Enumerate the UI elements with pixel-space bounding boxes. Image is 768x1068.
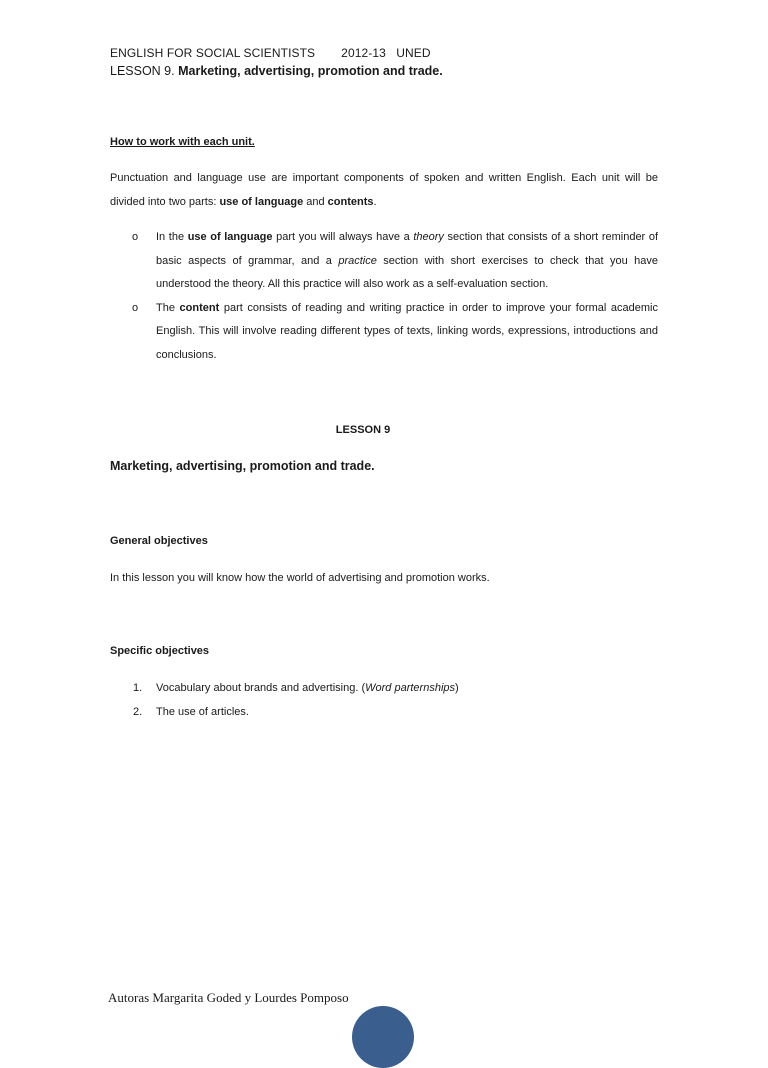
intro-bold-use-of-language: use of language bbox=[219, 196, 304, 208]
item-number: 2. bbox=[133, 706, 143, 718]
bullet1-bold: use of language bbox=[187, 231, 273, 243]
intro-text-end: . bbox=[373, 196, 377, 208]
item-text: The use of articles. bbox=[156, 706, 249, 718]
bullet1-text4: section with short exercises to check that you have understood the theory. All this practice will also work as a self-evaluation section. bbox=[156, 254, 658, 290]
intro-paragraph bbox=[110, 166, 658, 214]
specific-objectives-list bbox=[110, 676, 658, 724]
intro-heading: How to work with each unit. bbox=[110, 136, 255, 148]
bullet1-italic-practice: practice bbox=[338, 254, 377, 267]
lesson-title: Marketing, advertising, promotion and trade. bbox=[110, 459, 375, 473]
footer-authors: Autoras Margarita Goded y Lourdes Pomposo bbox=[108, 990, 349, 1005]
item-text-end: ) bbox=[455, 682, 459, 694]
header-course-line bbox=[110, 46, 431, 60]
item-text: Vocabulary about brands and advertising. ( bbox=[156, 682, 366, 694]
list-item bbox=[110, 297, 658, 368]
bullet1-text3: section that consists of a short reminder of basic aspects of grammar, and a bbox=[156, 231, 659, 267]
header-lesson-prefix: LESSON 9. bbox=[110, 64, 175, 78]
header-lesson-title: Marketing, advertising, promotion and trade. bbox=[178, 64, 443, 78]
page-number-circle bbox=[352, 1006, 414, 1068]
general-objectives-text: In this lesson you will know how the world of advertising and promotion works. bbox=[110, 572, 490, 584]
bullet1-text: In the bbox=[156, 231, 188, 243]
bullet-mark: o bbox=[132, 231, 139, 243]
header-course: ENGLISH FOR SOCIAL SCIENTISTS bbox=[110, 46, 316, 60]
bullet2-bold: content bbox=[179, 301, 220, 314]
intro-bullet-list bbox=[110, 226, 658, 367]
lesson-label: LESSON 9 bbox=[335, 424, 391, 436]
list-item bbox=[110, 676, 658, 700]
bullet1-text2: part you will always have a bbox=[272, 231, 414, 243]
specific-objectives-heading: Specific objectives bbox=[110, 645, 210, 657]
header-lesson-line bbox=[110, 64, 443, 78]
header-year: 2012-13 bbox=[341, 46, 386, 60]
general-objectives-heading: General objectives bbox=[110, 535, 208, 547]
header-institution: UNED bbox=[396, 46, 431, 60]
bullet2-text: The bbox=[156, 301, 180, 314]
intro-text: Punctuation and language use are important components of spoken and written English. Each unit will be divided into two parts: bbox=[110, 172, 658, 208]
list-item bbox=[110, 700, 658, 724]
intro-text-and: and bbox=[303, 196, 328, 208]
intro-bold-contents: contents bbox=[327, 196, 374, 208]
bullet2-text2: part consists of reading and writing practice in order to improve your formal academic English. This will involve reading different types of texts, linking words, expressions, introductions and conclusions. bbox=[156, 301, 659, 361]
item-italic: Word parternships bbox=[365, 682, 456, 694]
bullet-mark: o bbox=[132, 301, 139, 314]
item-number: 1. bbox=[133, 682, 143, 694]
bullet1-italic-theory: theory bbox=[413, 231, 444, 243]
list-item bbox=[110, 226, 658, 297]
